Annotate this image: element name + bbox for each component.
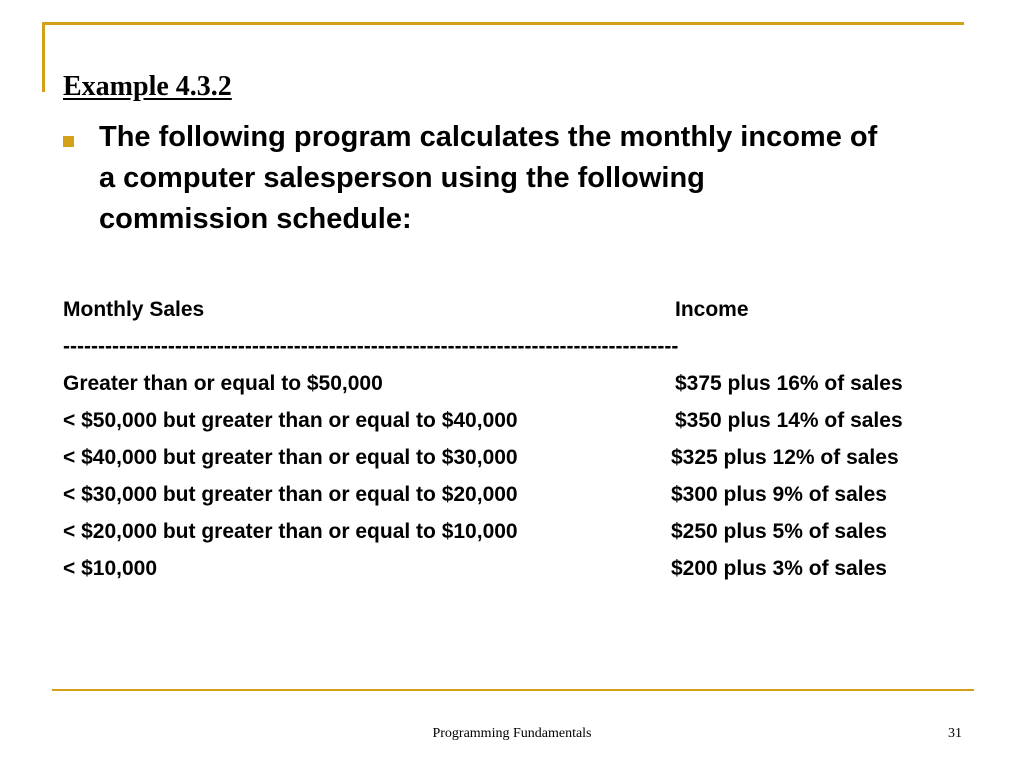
schedule-row bbox=[63, 550, 963, 587]
schedule-income-cell: $325 plus 12% of sales bbox=[671, 446, 899, 469]
schedule-row bbox=[63, 513, 963, 550]
schedule-divider: ---------------------------------------------------------------------------------------- bbox=[63, 335, 679, 358]
schedule-income-cell: $375 plus 16% of sales bbox=[675, 372, 903, 395]
schedule-row bbox=[63, 439, 963, 476]
slide-title: Example 4.3.2 bbox=[63, 71, 232, 102]
schedule-sales-cell: < $50,000 but greater than or equal to $40,000 bbox=[63, 409, 518, 432]
bullet-text: The following program calculates the monthly income of a computer salesperson using the following commission schedule: bbox=[99, 121, 878, 235]
slide-frame-left-border bbox=[42, 22, 45, 92]
schedule-sales-cell: < $10,000 bbox=[63, 557, 158, 580]
schedule-sales-cell: < $40,000 but greater than or equal to $30,000 bbox=[63, 446, 518, 469]
schedule-sales-cell: Greater than or equal to $50,000 bbox=[63, 372, 383, 395]
bullet-square-icon bbox=[63, 136, 74, 147]
schedule-income-cell: $200 plus 3% of sales bbox=[671, 557, 887, 580]
header-income: Income bbox=[675, 298, 749, 321]
header-monthly-sales: Monthly Sales bbox=[63, 298, 205, 321]
schedule-sales-cell: < $30,000 but greater than or equal to $20,000 bbox=[63, 483, 518, 506]
schedule-header-row bbox=[63, 291, 963, 328]
footer-divider-line bbox=[52, 689, 974, 691]
footer-course-title: Programming Fundamentals bbox=[432, 726, 592, 741]
slide-frame-top-border bbox=[42, 22, 964, 25]
schedule-sales-cell: < $20,000 but greater than or equal to $10,000 bbox=[63, 520, 518, 543]
schedule-row bbox=[63, 476, 963, 513]
footer-page-number: 31 bbox=[948, 726, 962, 741]
schedule-row bbox=[63, 402, 963, 439]
schedule-income-cell: $250 plus 5% of sales bbox=[671, 520, 887, 543]
commission-schedule bbox=[63, 291, 963, 587]
schedule-income-cell: $350 plus 14% of sales bbox=[675, 409, 903, 432]
schedule-income-cell: $300 plus 9% of sales bbox=[671, 483, 887, 506]
schedule-row bbox=[63, 365, 963, 402]
